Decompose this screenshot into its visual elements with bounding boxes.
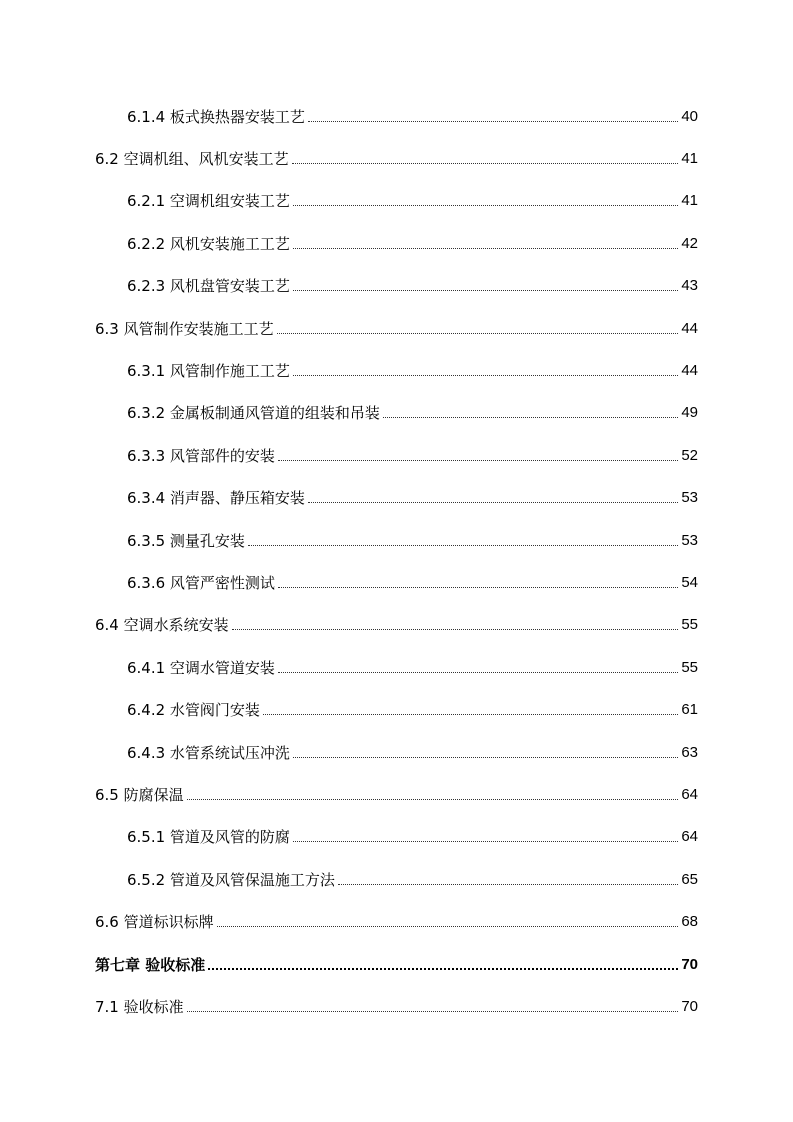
toc-entry-title: 6.5 防腐保温 xyxy=(95,786,184,804)
toc-dot-leader xyxy=(232,628,679,630)
toc-entry-title: 6.3.3 风管部件的安装 xyxy=(127,447,275,465)
toc-page-number: 43 xyxy=(681,277,698,294)
toc-dot-leader xyxy=(308,120,678,122)
toc-entry-title: 6.4 空调水系统安装 xyxy=(95,616,229,634)
toc-page-number: 64 xyxy=(681,828,698,845)
toc-dot-leader xyxy=(383,416,678,418)
toc-dot-leader xyxy=(278,671,678,673)
toc-entry-title: 6.4.2 水管阀门安装 xyxy=(127,701,260,719)
toc-dot-leader xyxy=(248,544,678,546)
toc-page-number: 42 xyxy=(681,235,698,252)
toc-page-number: 44 xyxy=(681,320,698,337)
toc-page-number: 40 xyxy=(681,108,698,125)
toc-entry[interactable] xyxy=(95,146,698,168)
toc-page-number: 41 xyxy=(681,150,698,167)
toc-entry-title: 6.4.1 空调水管道安装 xyxy=(127,659,275,677)
toc-dot-leader xyxy=(278,459,678,461)
toc-entry-title: 6.3.1 风管制作施工工艺 xyxy=(127,362,290,380)
toc-entry-title: 6.2 空调机组、风机安装工艺 xyxy=(95,150,289,168)
toc-entry[interactable] xyxy=(127,655,698,677)
toc-entry[interactable] xyxy=(95,994,698,1016)
toc-entry[interactable] xyxy=(127,273,698,295)
toc-entry-title: 6.1.4 板式换热器安装工艺 xyxy=(127,108,305,126)
toc-entry[interactable] xyxy=(127,400,698,422)
toc-entry[interactable] xyxy=(127,188,698,210)
toc-entry[interactable] xyxy=(95,612,698,634)
toc-entry-title: 第七章 验收标准 xyxy=(95,956,206,974)
toc-page-number: 61 xyxy=(681,701,698,718)
toc-entry-title: 6.3.5 测量孔安装 xyxy=(127,532,245,550)
toc-page-number: 63 xyxy=(681,744,698,761)
toc-page-number: 70 xyxy=(681,998,698,1015)
toc-dot-leader xyxy=(208,967,678,970)
toc-page-number: 49 xyxy=(681,404,698,421)
toc-chapter-entry[interactable] xyxy=(95,952,698,974)
toc-entry[interactable] xyxy=(127,358,698,380)
toc-entry-title: 6.2.1 空调机组安装工艺 xyxy=(127,192,290,210)
toc-entry[interactable] xyxy=(95,316,698,338)
toc-dot-leader xyxy=(187,1010,679,1012)
toc-dot-leader xyxy=(187,798,679,800)
toc-entry-title: 6.2.2 风机安装施工工艺 xyxy=(127,235,290,253)
toc-page-number: 41 xyxy=(681,192,698,209)
toc-dot-leader xyxy=(308,501,678,503)
toc-page-number: 44 xyxy=(681,362,698,379)
toc-entry-title: 6.5.2 管道及风管保温施工方法 xyxy=(127,871,335,889)
toc-dot-leader xyxy=(293,289,678,291)
toc-entry[interactable] xyxy=(95,782,698,804)
toc-dot-leader xyxy=(263,713,678,715)
toc-entry-title: 6.3.6 风管严密性测试 xyxy=(127,574,275,592)
toc-dot-leader xyxy=(217,925,679,927)
toc-entry[interactable] xyxy=(127,485,698,507)
toc-entry[interactable] xyxy=(127,104,698,126)
toc-dot-leader xyxy=(293,247,678,249)
toc-entry[interactable] xyxy=(127,570,698,592)
toc-entry-title: 6.5.1 管道及风管的防腐 xyxy=(127,828,290,846)
toc-page-number: 70 xyxy=(681,956,698,973)
toc-entry[interactable] xyxy=(127,697,698,719)
toc-dot-leader xyxy=(293,840,678,842)
toc-page-number: 52 xyxy=(681,447,698,464)
toc-dot-leader xyxy=(293,374,678,376)
toc-entry[interactable] xyxy=(127,824,698,846)
toc-page-number: 64 xyxy=(681,786,698,803)
toc-dot-leader xyxy=(277,332,679,334)
toc-page-number: 55 xyxy=(681,659,698,676)
toc-page-number: 53 xyxy=(681,532,698,549)
toc-page-number: 53 xyxy=(681,489,698,506)
toc-dot-leader xyxy=(293,204,678,206)
toc-page-number: 54 xyxy=(681,574,698,591)
toc-entry-title: 6.4.3 水管系统试压冲洗 xyxy=(127,744,290,762)
toc-entry[interactable] xyxy=(127,443,698,465)
toc-page-number: 68 xyxy=(681,913,698,930)
toc-entry-title: 6.3.4 消声器、静压箱安装 xyxy=(127,489,305,507)
toc-entry-title: 6.3 风管制作安装施工工艺 xyxy=(95,320,274,338)
toc-dot-leader xyxy=(338,883,678,885)
toc-entry[interactable] xyxy=(95,909,698,931)
toc-entry[interactable] xyxy=(127,740,698,762)
toc-entry[interactable] xyxy=(127,231,698,253)
toc-page-number: 55 xyxy=(681,616,698,633)
toc-dot-leader xyxy=(292,162,679,164)
toc-entry-title: 6.3.2 金属板制通风管道的组装和吊装 xyxy=(127,404,380,422)
toc-entry[interactable] xyxy=(127,528,698,550)
toc-dot-leader xyxy=(293,756,678,758)
toc-entry-title: 6.6 管道标识标牌 xyxy=(95,913,214,931)
toc-entry-title: 6.2.3 风机盘管安装工艺 xyxy=(127,277,290,295)
toc-entry[interactable] xyxy=(127,867,698,889)
toc-page-number: 65 xyxy=(681,871,698,888)
toc-entry-title: 7.1 验收标准 xyxy=(95,998,184,1016)
toc-dot-leader xyxy=(278,586,678,588)
